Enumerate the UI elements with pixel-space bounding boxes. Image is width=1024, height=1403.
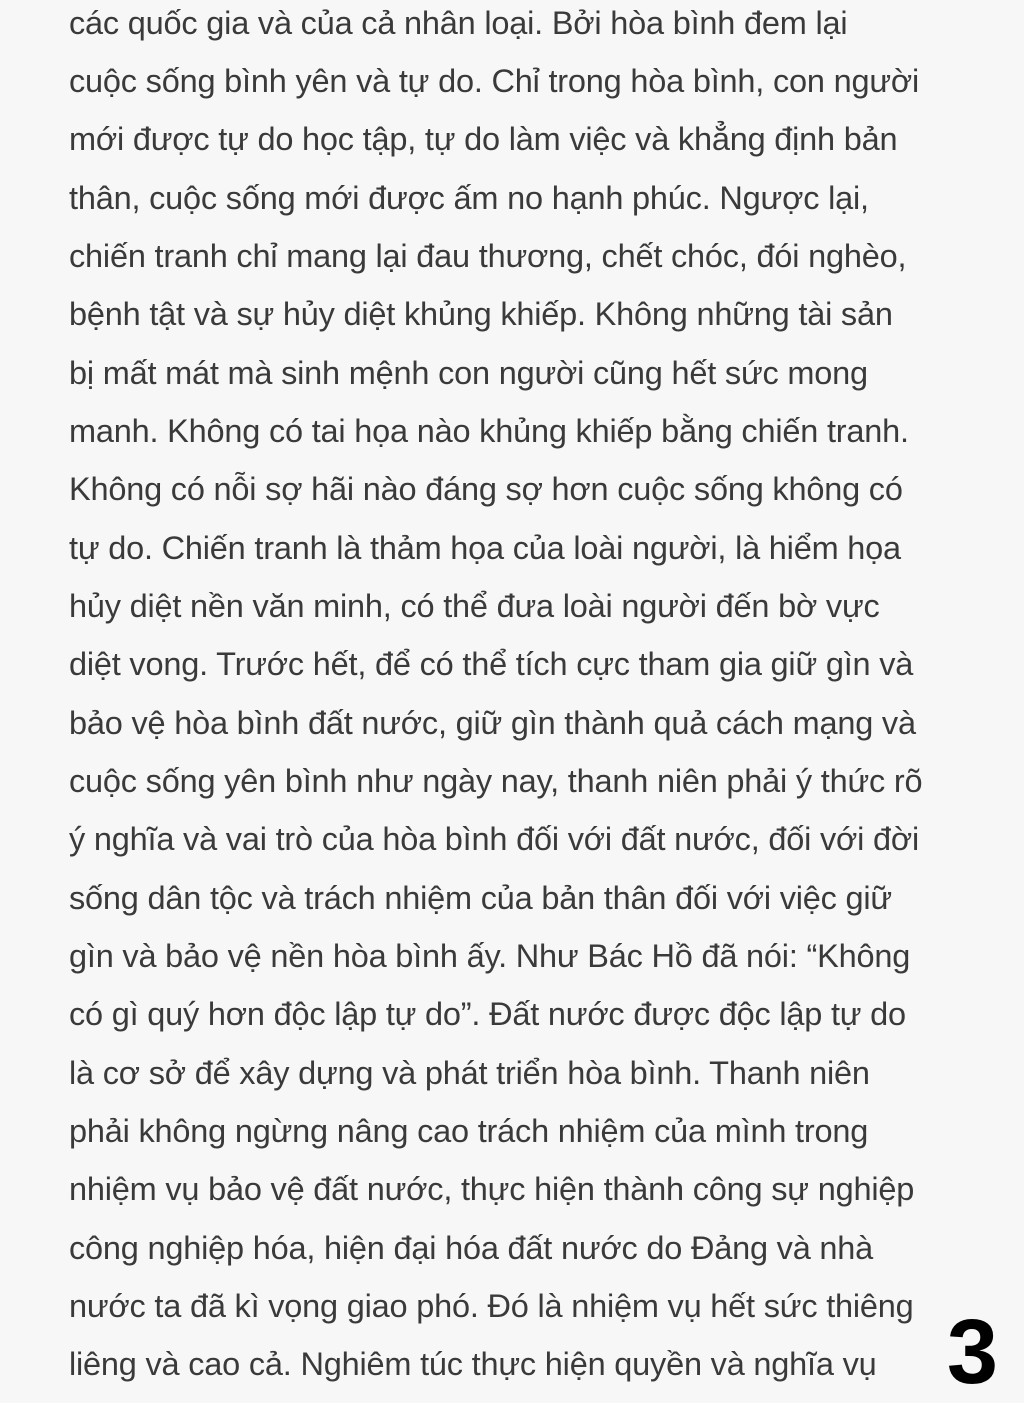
page-number: 3 xyxy=(946,1301,998,1403)
text-line: là cơ sở để xây dựng và phát triển hòa bình. Thanh niên xyxy=(69,1055,870,1091)
text-line: chiến tranh chỉ mang lại đau thương, chết chóc, đói nghèo, xyxy=(69,238,907,274)
text-line: bảo vệ hòa bình đất nước, giữ gìn thành quả cách mạng và xyxy=(69,705,916,741)
text-line: có gì quý hơn độc lập tự do”. Đất nước được độc lập tự do xyxy=(69,996,906,1032)
text-line: manh. Không có tai họa nào khủng khiếp bằng chiến tranh. xyxy=(69,413,909,449)
text-line: tự do. Chiến tranh là thảm họa của loài người, là hiểm họa xyxy=(69,530,901,566)
text-line: mới được tự do học tập, tự do làm việc và khẳng định bản xyxy=(69,121,898,157)
text-line: cuộc sống bình yên và tự do. Chỉ trong hòa bình, con người xyxy=(69,63,920,99)
text-line: thân, cuộc sống mới được ấm no hạnh phúc. Ngược lại, xyxy=(69,180,869,216)
text-line: diệt vong. Trước hết, để có thể tích cực tham gia giữ gìn và xyxy=(69,646,914,682)
text-line: hủy diệt nền văn minh, có thể đưa loài người đến bờ vực xyxy=(69,588,880,624)
text-line: gìn và bảo vệ nền hòa bình ấy. Như Bác Hồ đã nói: “Không xyxy=(69,938,911,974)
text-line: bị mất mát mà sinh mệnh con người cũng hết sức mong xyxy=(69,355,868,391)
text-line: ý nghĩa và vai trò của hòa bình đối với đất nước, đối với đời xyxy=(69,821,919,857)
text-line: công nghiệp hóa, hiện đại hóa đất nước do Đảng và nhà xyxy=(69,1230,874,1266)
text-line: các quốc gia và của cả nhân loại. Bởi hòa bình đem lại xyxy=(69,5,848,41)
text-line: sống dân tộc và trách nhiệm của bản thân đối với việc giữ xyxy=(69,880,892,916)
text-line: Không có nỗi sợ hãi nào đáng sợ hơn cuộc sống không có xyxy=(69,471,903,507)
text-line: nước ta đã kì vọng giao phó. Đó là nhiệm vụ hết sức thiêng xyxy=(69,1288,914,1324)
text-line: cuộc sống yên bình như ngày nay, thanh niên phải ý thức rõ xyxy=(69,763,923,799)
text-line: liêng và cao cả. Nghiêm túc thực hiện quyền và nghĩa vụ xyxy=(69,1346,877,1382)
text-line: nhiệm vụ bảo vệ đất nước, thực hiện thành công sự nghiệp xyxy=(69,1171,915,1207)
text-line: bệnh tật và sự hủy diệt khủng khiếp. Không những tài sản xyxy=(69,296,893,332)
text-line: phải không ngừng nâng cao trách nhiệm của mình trong xyxy=(69,1113,869,1149)
